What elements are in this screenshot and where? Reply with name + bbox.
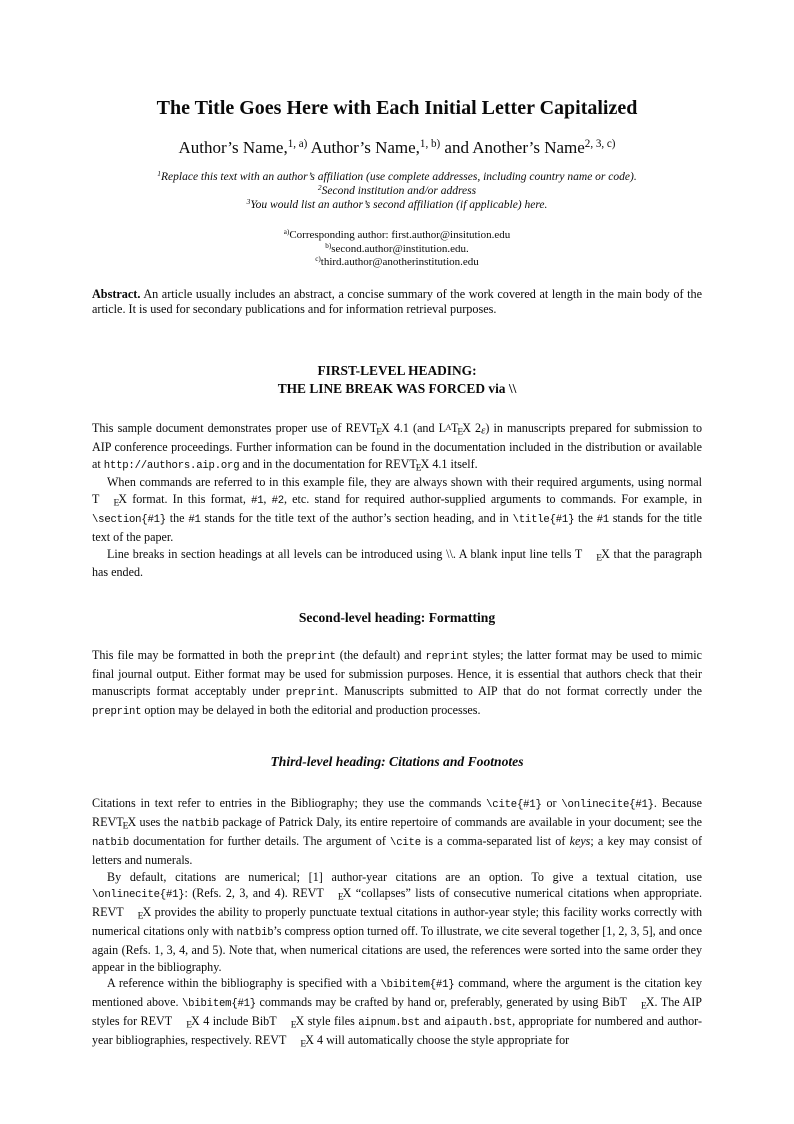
text-segment: Second-level heading: Formatting [298, 610, 496, 626]
code-fragment: \onlinecite{#1} [561, 799, 654, 812]
text-segment: When commands are referred to in this example file, they are always shown with their required arguments, using normal [107, 475, 702, 490]
text-segment: uses the [136, 815, 182, 830]
tex-logo: REVT EX [254, 1032, 314, 1050]
tex-logo: T EX [574, 546, 610, 563]
code-fragment: \onlinecite{#1} [92, 889, 185, 902]
text-segment: and [419, 1014, 445, 1029]
text-segment: “collapses” lists of consecutive numerical citations when appropriate. [351, 886, 702, 901]
tex-logo: BibT EX [602, 995, 655, 1012]
tex-logo: LATEX 2ε [438, 421, 486, 438]
affiliation-line [92, 198, 702, 212]
text-segment: Line breaks in section headings at all levels can be introduced using \\. A blank input line tells [107, 546, 575, 561]
text-segment: Second institution and/or address [321, 185, 477, 197]
text-segment: , etc. stand for required author-supplied arguments to commands. For example, in [283, 492, 702, 507]
text-segment: Abstract. [92, 286, 141, 301]
text-segment: 4.1 itself. [429, 456, 478, 471]
author-line [92, 137, 702, 158]
text-segment: . Manuscripts submitted to AIP that do not format correctly under the [335, 683, 702, 698]
text-segment: : (Refs. 2, 3, and 4). [184, 886, 293, 901]
text-segment: the [574, 511, 597, 526]
text-segment: ) in manuscripts prepared for submission to AIP conference proceedings. Further information can be found in the documentation included in the distribution or available at [92, 421, 702, 471]
code-fragment: \cite [390, 837, 421, 850]
code-fragment: #1 [188, 514, 201, 527]
text-segment: stands for the title text of the author’s section heading, and in [200, 511, 513, 526]
text-segment: option may be delayed in both the editorial and production processes. [141, 702, 481, 717]
code-fragment: natbib [181, 818, 219, 831]
body-paragraph [92, 546, 702, 582]
text-segment: stands for the title text of the paper. [92, 511, 702, 544]
text-segment: Author’s Name, [307, 138, 420, 157]
text-segment: format. In this format, [127, 492, 252, 507]
code-fragment: http://authors.aip.org [103, 459, 240, 472]
tex-logo: REVTEX [92, 815, 137, 832]
tex-logo: REVT EX [292, 886, 352, 903]
superscript-marker: 1, b) [419, 138, 441, 151]
text-segment: third.author@anotherinstitution.edu [320, 256, 479, 268]
document-page [0, 96, 794, 1124]
code-fragment: aipauth.bst [444, 1017, 513, 1030]
text-segment: An article usually includes an abstract, a concise summary of the work covered at length in the main body of the article. It is used for secondary publications and for information retrieval purposes. [92, 286, 702, 317]
text-segment: Corresponding author: first.author@insitution.edu [289, 229, 511, 241]
text-segment: 4 include [199, 1014, 252, 1029]
document-blocks [0, 96, 794, 1051]
text-segment: This file may be formatted in both the [92, 648, 287, 663]
text-segment: keys [569, 834, 591, 849]
body-paragraph [92, 795, 702, 868]
text-segment: . The AIP styles for [92, 995, 702, 1029]
body-paragraph [92, 869, 702, 976]
text-segment: The Title Goes Here with Each Initial Letter Capitalized [156, 97, 638, 119]
tex-logo: T EX [92, 492, 128, 509]
text-segment: command, where the argument is the citation key mentioned above. [92, 976, 702, 1010]
superscript-marker: b) [325, 241, 332, 250]
text-segment: styles; the latter format may be used to mimic final journal output. Either format may be used for submission purposes. Hence, it is essential that authors check that their manuscripts format acceptably under [92, 648, 703, 698]
text-segment: Author’s Name, [178, 138, 288, 157]
abstract [92, 287, 702, 319]
superscript-marker: 1, a) [287, 138, 308, 151]
code-fragment: natbib [236, 927, 274, 940]
text-segment: that the paragraph has ended. [92, 546, 703, 580]
tex-logo: REVT EX [140, 1014, 200, 1031]
body-paragraph [92, 420, 702, 474]
affiliation-line [92, 184, 702, 198]
author-footnote-line [92, 256, 702, 270]
text-segment: A reference within the bibliography is specified with a [107, 976, 381, 991]
code-fragment: \cite{#1} [486, 799, 542, 812]
text-segment: package of Patrick Daly, its entire repertoire of commands are available in your document; see the [218, 815, 702, 830]
text-segment: , [263, 492, 272, 507]
superscript-marker: 3 [246, 197, 251, 207]
text-segment: commands may be crafted by hand or, preferably, generated by using [255, 995, 602, 1010]
text-segment: or [541, 796, 562, 811]
superscript-marker: 2, 3, c) [584, 138, 616, 151]
text-segment: ; a key may consist of letters and numerals. [92, 834, 702, 867]
superscript-marker: a) [283, 228, 290, 237]
third-level-heading [92, 753, 702, 771]
code-fragment: preprint [92, 705, 142, 718]
code-fragment: reprint [425, 651, 469, 664]
text-segment: the [165, 511, 189, 526]
code-fragment: \section{#1} [92, 514, 166, 527]
text-segment: and Another’s Name [440, 138, 585, 157]
tex-logo: BibT EX [251, 1014, 305, 1031]
body-paragraph [92, 474, 702, 545]
paper-title [92, 96, 702, 120]
code-fragment: #1 [596, 514, 609, 527]
code-fragment: aipnum.bst [358, 1017, 420, 1030]
code-fragment: preprint [286, 651, 336, 664]
text-segment: FIRST-LEVEL HEADING: [317, 363, 477, 379]
body-paragraph [92, 647, 702, 720]
text-segment: style files [304, 1014, 359, 1029]
text-segment: ’s compress option turned off. To illustrate, we cite several together [1, 2, 3, 5], and once again (Refs. 1, 3, 4, and 5). Note that, when numerical citations are used, the references were sorted into the same order they appear in the bibliography. [92, 924, 703, 974]
author-footnote-line [92, 243, 702, 257]
tex-logo: REVTEX [345, 421, 390, 438]
code-fragment: #2 [271, 495, 284, 508]
tex-logo: REVTEX [385, 456, 430, 473]
first-level-heading [92, 362, 702, 398]
text-segment: Third-level heading: Citations and Footnotes [270, 754, 524, 770]
code-fragment: \bibitem{#1} [182, 998, 256, 1011]
text-segment: documentation for further details. The argument of [128, 834, 391, 849]
text-segment: You would list an author’s second affiliation (if applicable) here. [250, 199, 548, 211]
author-footnote-line [92, 229, 702, 243]
superscript-marker: 1 [157, 169, 162, 179]
second-level-heading [92, 609, 702, 627]
text-segment: (the default) and [335, 648, 426, 663]
code-fragment: preprint [285, 686, 336, 699]
text-segment: provides the ability to properly punctuate textual citations in author-year style; this facility works correctly with numerical citations only with [92, 905, 702, 939]
text-segment: Replace this text with an author’s affiliation (use complete addresses, including country name or code). [161, 171, 637, 183]
superscript-marker: 2 [317, 183, 322, 193]
tex-logo: REVT EX [92, 905, 152, 922]
text-segment: is a comma-separated list of [420, 834, 570, 849]
text-segment: , appropriate for numbered and author-year bibliographies, respectively. [92, 1014, 702, 1047]
code-fragment: \title{#1} [512, 514, 575, 527]
text-segment: By default, citations are numerical; [1] author-year citations are an option. To give a textual citation, use [107, 869, 702, 884]
text-segment: second.author@institution.edu. [331, 242, 469, 255]
superscript-marker: c) [315, 255, 321, 264]
text-segment: THE LINE BREAK WAS FORCED via \\ [277, 381, 517, 397]
body-paragraph [92, 975, 702, 1050]
code-fragment: natbib [92, 837, 129, 850]
text-segment: This sample document demonstrates proper use of [92, 421, 346, 436]
code-fragment: #1 [251, 495, 264, 508]
text-segment: 4.1 (and [389, 421, 439, 436]
text-segment: Citations in text refer to entries in the Bibliography; they use the commands [92, 796, 487, 811]
affiliation-line [92, 170, 702, 184]
text-segment: and in the documentation for [239, 456, 386, 471]
text-segment: . Because [653, 796, 702, 811]
code-fragment: \bibitem{#1} [380, 979, 455, 992]
text-segment: 4 will automatically choose the style appropriate for [313, 1032, 570, 1047]
